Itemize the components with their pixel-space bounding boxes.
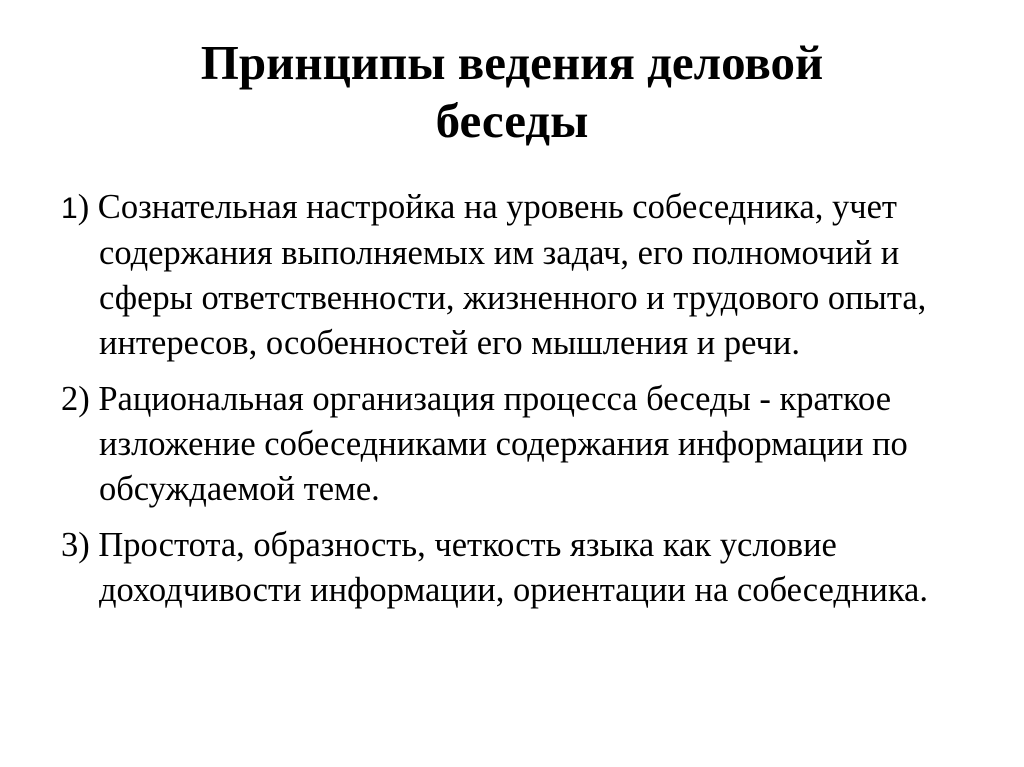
principles-list bbox=[61, 185, 971, 624]
slide-title-line-2: беседы bbox=[435, 93, 589, 148]
principle-number: 2 bbox=[61, 380, 79, 418]
slide-title bbox=[60, 34, 964, 150]
principle-number: 1 bbox=[61, 192, 78, 225]
principle-text: ) Сознательная настройка на уровень собеседника, учет содержания выполняемых им задач, его полномочий и сферы ответственности, жизненного и трудового опыта, интересов, особенностей его мышления и речи. bbox=[77, 188, 927, 362]
principle-item-3 bbox=[61, 523, 971, 613]
principle-text: ) Простота, образность, четкость языка как условие доходчивости информации, ориентации на собеседника. bbox=[78, 526, 928, 609]
principle-item-2 bbox=[61, 377, 971, 512]
slide-title-line-1: Принципы ведения деловой bbox=[200, 35, 824, 90]
principle-item-1 bbox=[61, 185, 971, 366]
principle-number: 3 bbox=[61, 526, 79, 564]
principle-text: ) Рациональная организация процесса беседы - краткое изложение собеседниками содержания информации по обсуждаемой теме. bbox=[78, 380, 908, 508]
